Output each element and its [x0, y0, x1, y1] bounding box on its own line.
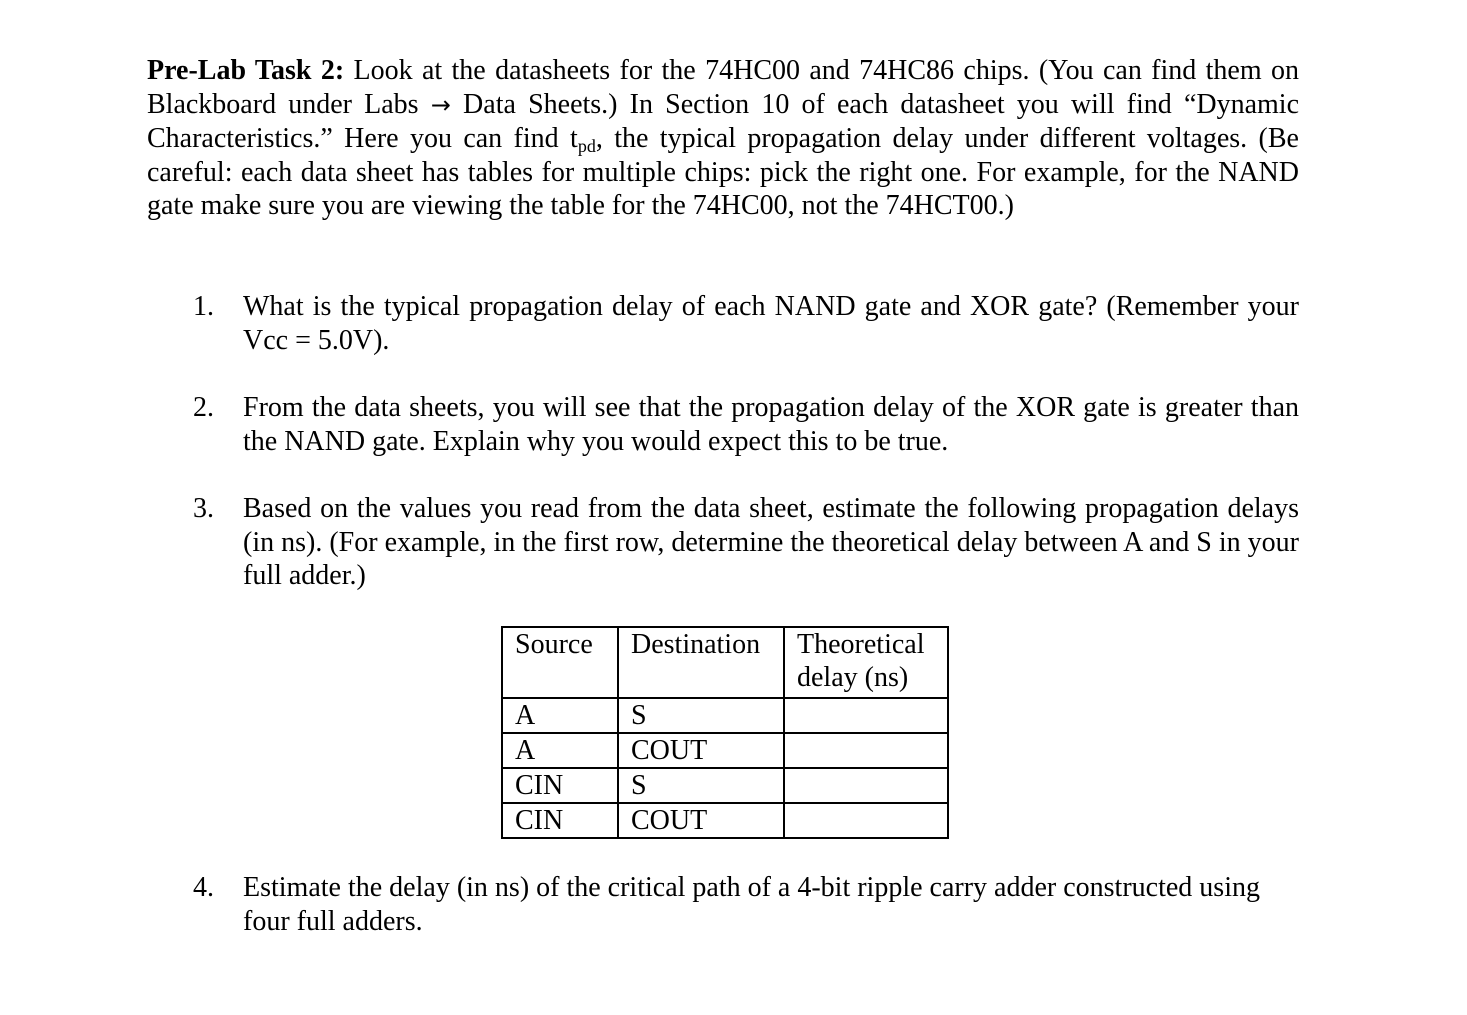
table-row — [502, 698, 948, 733]
intro-text-3: , the typical propagation delay under different voltages. (Be careful: each data sheet has tables for multiple chips: pick the right one. For example, for the NAND gate make sure you are viewing the table for the 74HC00, not the 74HCT00.) — [147, 123, 1299, 222]
cell-delay — [784, 768, 948, 803]
header-source: Source — [502, 627, 618, 698]
list-item — [193, 391, 1299, 458]
list-item-number: 4. — [193, 872, 214, 903]
cell-source: A — [502, 733, 618, 768]
list-item — [193, 290, 1299, 357]
list-item-number: 1. — [193, 291, 214, 322]
list-item-text: What is the typical propagation delay of each NAND gate and XOR gate? (Remember your Vcc = 5.0V). — [243, 291, 1299, 356]
header-theoretical-delay: Theoretical delay (ns) — [784, 627, 948, 698]
list-item-number: 3. — [193, 493, 214, 524]
cell-delay — [784, 698, 948, 733]
table-header-row — [502, 627, 948, 698]
list-item — [193, 871, 1299, 938]
list-item-text: Based on the values you read from the data sheet, estimate the following propagation delays (in ns). (For example, in the first row, determine the theoretical delay between A and S in your full adder.) — [243, 493, 1299, 592]
cell-source: CIN — [502, 768, 618, 803]
intro-text-1: Look at the datasheets for the 74HC00 and 74HC86 chips. (You can find them on Blackboard under Labs — [147, 55, 1299, 120]
table-row — [502, 768, 948, 803]
list-item-number: 2. — [193, 392, 214, 423]
intro-text-2: Data Sheets.) In Section 10 of each datasheet you will find “Dynamic Characteristics.” Here you can find t — [147, 88, 1300, 155]
tpd-subscript: pd — [577, 136, 596, 157]
table-row — [502, 803, 948, 838]
cell-destination: COUT — [618, 803, 784, 838]
cell-delay — [784, 803, 948, 838]
cell-source: CIN — [502, 803, 618, 838]
list-item-text: From the data sheets, you will see that the propagation delay of the XOR gate is greater than the NAND gate. Explain why you would expect this to be true. — [243, 392, 1299, 457]
cell-source: A — [502, 698, 618, 733]
document-page — [147, 54, 1300, 937]
cell-destination: S — [618, 698, 784, 733]
propagation-delay-table — [501, 626, 949, 839]
right-arrow-icon: → — [430, 90, 451, 119]
list-item — [193, 492, 1299, 593]
cell-destination: S — [618, 768, 784, 803]
cell-destination: COUT — [618, 733, 784, 768]
table-row — [502, 733, 948, 768]
task-label: Pre-Lab Task 2: — [147, 55, 345, 86]
intro-paragraph — [147, 54, 1299, 223]
cell-delay — [784, 733, 948, 768]
header-destination: Destination — [618, 627, 784, 698]
list-item-text: Estimate the delay (in ns) of the critical path of a 4-bit ripple carry adder constructed using four full adders. — [243, 872, 1260, 937]
